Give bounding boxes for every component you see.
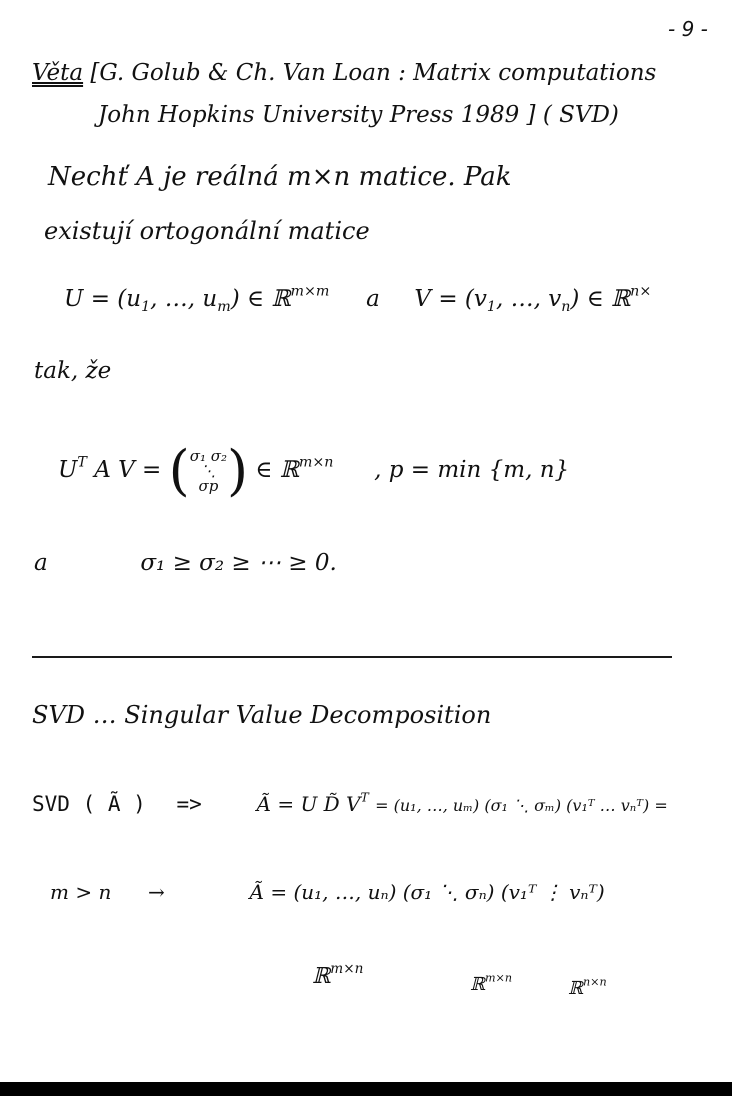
conj-a: a xyxy=(366,286,380,312)
scan-bottom-border xyxy=(0,1082,732,1096)
p-definition: , p = min {m, n} xyxy=(374,457,570,483)
lhs-rest: A V = xyxy=(86,457,169,483)
intro-line-1: Nechť A je reálná m×n matice. Pak xyxy=(48,162,512,192)
lhs-transpose: T xyxy=(77,454,87,471)
ordering-line xyxy=(34,548,337,578)
section-divider xyxy=(32,656,672,658)
space-2: ℝ$^{m\times n}$ xyxy=(470,971,513,995)
lhs-u: U xyxy=(58,457,78,483)
u-end: ) ∈ ℝ xyxy=(230,286,291,312)
svd-label: SVD ( Ã ) xyxy=(32,792,146,816)
u-mid: , …, u xyxy=(150,286,218,312)
ordering-a: a xyxy=(34,550,48,576)
case-condition: m > n xyxy=(50,880,112,904)
space-1: ℝ$^{m\times n}$ xyxy=(312,960,364,989)
tak-ze: tak, že xyxy=(34,358,112,384)
space-dim: m×n xyxy=(298,454,334,471)
sigma-bottom: σp xyxy=(198,476,219,495)
svd-lhs: Ã = U D̃ V xyxy=(256,792,361,816)
case-m-gt-n xyxy=(50,870,605,914)
equation-u-v: $U = (u_1$, …, $u_m$) ∈ ℝ$^{m\times m}$ a $V = (v_1$, …, $v_n$) ∈ ℝ$^{n\times}$ xyxy=(64,283,652,315)
intro-line-2: existují ortogonální matice xyxy=(44,217,370,245)
reference-text: [G. Golub & Ch. Van Loan : Matrix computations xyxy=(90,60,657,86)
u-def: U = (u xyxy=(64,286,142,312)
sigma-top: σ₁ σ₂ xyxy=(189,446,228,465)
svd-arrow: => xyxy=(176,792,202,816)
v-def: V = (v xyxy=(414,286,487,312)
svd-definition: SVD … Singular Value Decomposition xyxy=(32,701,492,729)
svd-lhs-transpose: T xyxy=(360,789,369,805)
case-rhs: Ã = (u₁, …, uₙ) (σ₁ ⋱ σₙ) (v₁ᵀ ⋮ vₙᵀ) xyxy=(249,880,605,904)
v-mid: , …, v xyxy=(495,286,562,312)
heading-line-1 xyxy=(32,58,656,88)
sigma-matrix xyxy=(189,446,228,495)
page-number: - 9 - xyxy=(668,17,708,41)
heading-line-2: John Hopkins University Press 1989 ] ( SVD) xyxy=(98,102,619,128)
svd-equation xyxy=(32,784,668,826)
case-arrow: → xyxy=(148,880,165,904)
v-end: ) ∈ ℝ xyxy=(570,286,631,312)
equation-svd: $U^T$ A V = (σ₁ σ₂ ⋱ σp ) ∈ ℝ$^{m\times n}$ , p = min {m, n} xyxy=(58,439,570,502)
svd-rhs: = (u₁, …, uₘ) (σ₁ ⋱ σₘ) (v₁ᵀ … vₙᵀ) = xyxy=(375,796,668,815)
u-space: m×m xyxy=(290,283,330,300)
space-3: ℝ$^{n\times n}$ xyxy=(568,975,607,999)
v-space: n× xyxy=(630,283,652,300)
sigma-dots: ⋱ xyxy=(200,461,216,480)
in-space: ∈ ℝ xyxy=(255,457,299,483)
theorem-label: Věta xyxy=(32,60,84,86)
ordering-inequality: σ₁ ≥ σ₂ ≥ ⋯ ≥ 0. xyxy=(140,550,337,576)
